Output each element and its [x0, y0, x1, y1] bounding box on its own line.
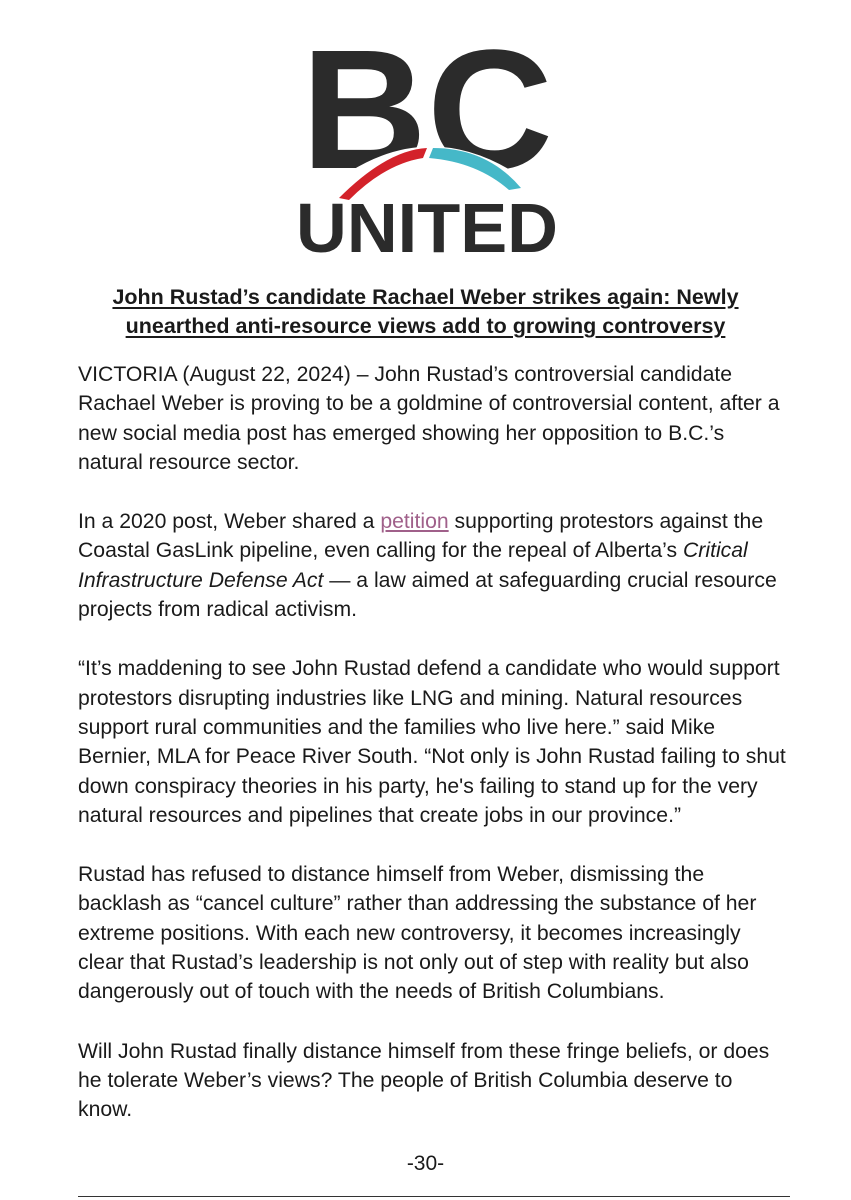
headline-line-1: John Rustad’s candidate Rachael Weber strikes again: Newly [112, 285, 739, 309]
act-name: Critical Infrastructure Defense Act [78, 539, 748, 592]
bc-united-logo-graphic [277, 40, 577, 270]
bc-united-logo [277, 40, 577, 270]
paragraph-petition-text-2: supporting protestors against the Coastal GasLink pipeline, even calling for the repeal of Alberta’s [78, 510, 764, 563]
paragraph-quote: “It’s maddening to see John Rustad defend a candidate who would support protestors disrupting industries like LNG and mining. Natural resources support rural communities and the families who live here.” said Mike Bernier, MLA for Peace River South. “Not only is John Rustad failing to shut down conspiracy theories in his party, he's failing to stand up for the very natural resources and pipelines that create jobs in our province.” [78, 657, 786, 827]
paragraph-backlash: Rustad has refused to distance himself from Weber, dismissing the backlash as “cancel culture” rather than addressing the substance of her extreme positions. With each new controversy, it becomes increasingly clear that Rustad’s leadership is not only out of step with reality but also dangerously out of touch with the needs of British Columbians. [78, 863, 757, 1004]
press-release-body [78, 360, 790, 1155]
paragraph-petition-text-3: — a law aimed at safeguarding crucial resource projects from radical activism. [78, 568, 777, 622]
logo-bc-text: BC [301, 40, 553, 205]
paragraph-intro: VICTORIA (August 22, 2024) – John Rustad’s controversial candidate Rachael Weber is proving to be a goldmine of controversial content, after a new social media post has emerged showing her opposition to B.C.’s natural resource sector. [78, 363, 780, 474]
paragraph-petition-text-1: In a 2020 post, Weber shared a [78, 510, 381, 534]
petition-link[interactable]: petition [380, 510, 449, 534]
paragraph-petition [78, 507, 790, 624]
logo-united-text: UNITED [296, 189, 558, 267]
headline [60, 283, 791, 341]
footer-divider [78, 1196, 790, 1197]
headline-line-2: unearthed anti-resource views add to growing controversy [125, 314, 726, 338]
paragraph-closing: Will John Rustad finally distance himself from these fringe beliefs, or does he tolerate Weber’s views? The people of British Columbia deserve to know. [78, 1039, 770, 1122]
end-marker: -30- [406, 1152, 445, 1175]
